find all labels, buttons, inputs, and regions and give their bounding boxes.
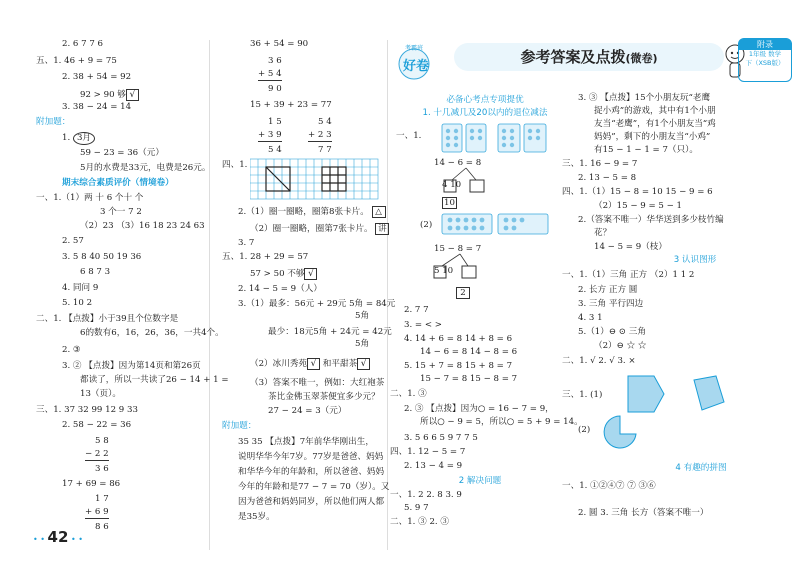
answer-line: 59 − 23 = 36（元）: [80, 148, 164, 158]
answer-line: 三、1. 37 32 99 12 9 33: [36, 405, 138, 415]
answer-line: 2. 长方 正方 圆: [578, 285, 638, 295]
answer-line: 2. ③: [62, 345, 81, 355]
vertical-calc: 8 6: [95, 522, 109, 532]
answer-line: 27 − 24 = 3（元）: [268, 406, 347, 416]
page-title: 参考答案及点拨(微卷): [454, 43, 724, 71]
answer-line: 三、1. 16 − 9 = 7: [562, 159, 638, 169]
answer-line: （3）答案不唯一，例如：大红袍茶: [250, 378, 385, 388]
header-banner: [394, 38, 792, 84]
section-title: 3 认识图形: [673, 255, 717, 265]
answer-line: 3. 7: [238, 238, 255, 248]
grid-diagram: [250, 158, 380, 200]
answer-line: 友当“老鹰”，有1个小朋友当“鸡: [594, 119, 716, 129]
answer-line: 3 个一 7 2: [100, 207, 142, 217]
answer-line: 3. 5 6 6 5 9 7 7 5: [404, 433, 478, 443]
answer-line: 是35岁。: [238, 512, 275, 522]
answer-line: 92 > 90 够 √: [80, 89, 139, 101]
page-number: • • 42 • •: [33, 528, 83, 546]
split-values: 10: [444, 198, 455, 208]
answer-line: 一、1.（1）两 十 6 个十 个: [36, 193, 144, 203]
section-title: 必备心考点专项提优: [446, 95, 524, 105]
answer-line: 5. 9 7: [404, 503, 429, 513]
vertical-calc: + 6 9: [85, 507, 109, 517]
answer-line: 2. 38 + 54 = 92: [62, 72, 132, 82]
answer-line: 2. ③ 【点拨】因为○ = 16 − 7 = 9，: [404, 404, 554, 414]
answer-line: 五、1. 46 + 9 = 75: [36, 56, 117, 66]
vertical-calc: 7 7: [318, 145, 332, 155]
answer-line: 5. 15 + 7 = 8 15 + 8 = 7: [404, 361, 513, 371]
vertical-calc: 1 7: [95, 494, 109, 504]
answer-line: 36 + 54 = 90: [250, 39, 309, 49]
answer-line: （2）15 − 9 = 5 − 1: [594, 201, 682, 211]
answer-line: 3. = < >: [404, 320, 442, 330]
vertical-calc: − 2 2: [85, 449, 109, 459]
equation: 14 − 6 = 8: [434, 158, 482, 168]
counting-picture: [440, 122, 560, 154]
section-header: 附加题：: [222, 421, 257, 431]
answer-line: (2): [578, 425, 591, 435]
vertical-calc: 5 8: [95, 436, 109, 446]
answer-line: 2. 7 7: [404, 305, 429, 315]
answer-line: 和华华今年的年龄和，所以爸爸、妈妈: [238, 467, 385, 477]
answer-line: 四、1.（1）15 − 8 = 10 15 − 9 = 6: [562, 187, 713, 197]
answer-line: 3.（1）最多：56元 + 29元 5角 = 84元: [238, 299, 396, 309]
answer-line: 最少：18元5角 + 24元 = 42元: [268, 327, 392, 337]
section-header: 附加题：: [36, 117, 71, 127]
answer-line: 5角: [355, 339, 370, 349]
split-values: 2: [456, 287, 470, 299]
answer-line: (2): [420, 220, 433, 230]
answer-line: 五、1. 28 + 29 = 57: [222, 252, 309, 262]
card-box: 讲: [375, 223, 389, 235]
split-values: 4 10: [442, 180, 462, 190]
answer-line: 6的数有6，16，26，36，一共4个。: [80, 328, 224, 338]
answer-line: 5角: [355, 311, 370, 321]
answer-line: 13（页）。: [80, 389, 122, 399]
vertical-calc: + 5 4: [258, 69, 282, 79]
answer-line: （2）冰川秀苑 √ 和平甜茶 √: [250, 358, 370, 370]
section-title: 1. 十几减几及20以内的退位减法: [422, 108, 548, 118]
answer-line: 二、1. ③: [390, 389, 427, 399]
logo: [394, 38, 452, 82]
answer-line: 都读了，所以一共读了26 − 14 + 1 =: [80, 375, 229, 385]
check-box: √: [304, 268, 317, 280]
answer-line: 4. 同问 9: [62, 283, 99, 293]
answer-line: 5.（1）⊖ ⊙ 三角: [578, 327, 646, 337]
vertical-calc: 1 5: [268, 117, 282, 127]
vertical-calc: 5 4: [318, 117, 332, 127]
answer-line: 5月的水费是33元，电费是26元。: [80, 163, 211, 173]
answer-line: （2）⊖ ☆ ☆: [594, 341, 647, 351]
answer-line: 2.（1）圈一圈略，圈第8张卡片。 △: [238, 206, 386, 218]
answer-line: 4. 3 1: [578, 313, 603, 323]
answer-line: 4. 14 + 6 = 8 14 + 8 = 6: [404, 334, 513, 344]
answer-line: 妈妈”，剩下的小朋友当“小鸡”: [594, 132, 711, 142]
answer-line: 57 > 50 不够 √: [250, 268, 317, 280]
answer-line: （2）23 （3）16 18 23 24 63: [80, 221, 205, 231]
vertical-calc: 5 4: [268, 145, 282, 155]
answer-line: 2. 6 7 7 6: [62, 39, 103, 49]
answer-line: 14 − 5 = 9（枝）: [594, 242, 667, 252]
answer-line: 2. 58 − 22 = 36: [62, 420, 132, 430]
answer-line: 所以○ − 9 = 5，所以○ = 5 + 9 = 14。: [420, 417, 583, 427]
answer-line: 3. 5 8 40 50 19 36: [62, 252, 142, 262]
svg-text:考霸班: 考霸班: [404, 45, 424, 52]
answer-line: 今年的年龄和是77 − 7 = 70（岁）。又: [238, 482, 390, 492]
answer-line: 1. 3月: [62, 132, 95, 145]
vertical-calc: 3 6: [268, 56, 282, 66]
answer-line: 15 − 7 = 8 15 − 8 = 7: [420, 374, 518, 384]
answer-line: 3. 38 − 24 = 14: [62, 102, 132, 112]
svg-text:好卷: 好卷: [402, 59, 430, 74]
answer-line: 5. 10 2: [62, 298, 93, 308]
shape-figure: [624, 372, 744, 416]
answer-line: 一、1.（1）三角 正方 （2）1 1 2: [562, 270, 695, 280]
column-divider: [209, 40, 210, 550]
answer-line: 6 8 7 3: [80, 267, 111, 277]
answer-line: 因为爸爸和妈妈同岁，所以他们两人都: [238, 497, 385, 507]
vertical-calc: + 3 9: [258, 130, 282, 140]
answer-line: 15 + 39 + 23 = 77: [250, 100, 332, 110]
answer-line: 2.（答案不唯一）华华送到多少枝竹编: [578, 215, 724, 225]
column-divider: [387, 40, 388, 550]
shape-figure: [600, 412, 660, 452]
answer-line: 花？: [594, 228, 612, 238]
answer-line: 一、1. 2 2. 8 3. 9: [390, 490, 462, 500]
split-values: 5 10: [434, 266, 454, 276]
answer-line: 二、1. ③ 2. ③: [390, 517, 449, 527]
answer-line: 茶比金佛玉翠茶便宜多少元？: [268, 392, 380, 402]
answer-line: 三、1. (1): [562, 390, 603, 400]
answer-line: 35 35 【点拨】7年前华华刚出生，: [238, 437, 374, 447]
grade-badge: 附录 1年级 数学 下（XSB版）: [738, 38, 792, 82]
answer-line: 二、1. √ 2. √ 3. ×: [562, 356, 636, 366]
section-title: 2 解决问题: [458, 476, 502, 486]
check-box: √: [126, 89, 139, 101]
vertical-calc: 3 6: [95, 464, 109, 474]
answer-line: 2. 13 − 5 = 8: [578, 173, 637, 183]
triangle-card: △: [372, 206, 386, 218]
answer-line: 四、1. 12 − 5 = 7: [390, 447, 466, 457]
counting-picture: [440, 212, 560, 236]
section-title: 期末综合素质评价（情境卷）: [62, 178, 174, 188]
answer-line: 有15 − 1 − 1 = 7（只）。: [594, 145, 698, 155]
section-title: 4 有趣的拼图: [675, 463, 727, 473]
answer-line: 二、1. 【点拨】小于39且个位数字是: [36, 314, 179, 324]
answer-line: 说明华华今年7岁。77岁是爸爸、妈妈: [238, 452, 384, 462]
answer-line: 2. 13 − 4 = 9: [404, 461, 463, 471]
answer-line: 捉小鸡”的游戏，其中有1个小朋: [594, 106, 716, 116]
answer-line: 14 − 6 = 8 14 − 8 = 6: [420, 347, 518, 357]
answer-line: 3. ② 【点拨】因为第14页和第26页: [62, 361, 201, 371]
equation: 15 − 8 = 7: [434, 244, 482, 254]
answer-line: 2. 14 − 5 = 9（人）: [238, 284, 322, 294]
answer-line: 3. ③ 【点拨】15个小朋友玩“老鹰: [578, 93, 711, 103]
answer-line: 一、1.: [396, 131, 422, 141]
answer-line: （2）圈一圈略，圈第7张卡片。 讲: [250, 223, 389, 235]
vertical-calc: 9 0: [268, 84, 282, 94]
answer-line: 2. 圆 3. 三角 长方（答案不唯一）: [578, 508, 709, 518]
answer-line: 3. 三角 平行四边: [578, 299, 644, 309]
answer-line: 17 + 69 = 86: [62, 479, 121, 489]
answer-line: 2. 57: [62, 236, 84, 246]
answer-line: 四、1.: [222, 160, 248, 170]
vertical-calc: + 2 3: [308, 130, 332, 140]
answer-line: 一、1. ①②④⑦ ⑦ ③⑥: [562, 481, 656, 491]
